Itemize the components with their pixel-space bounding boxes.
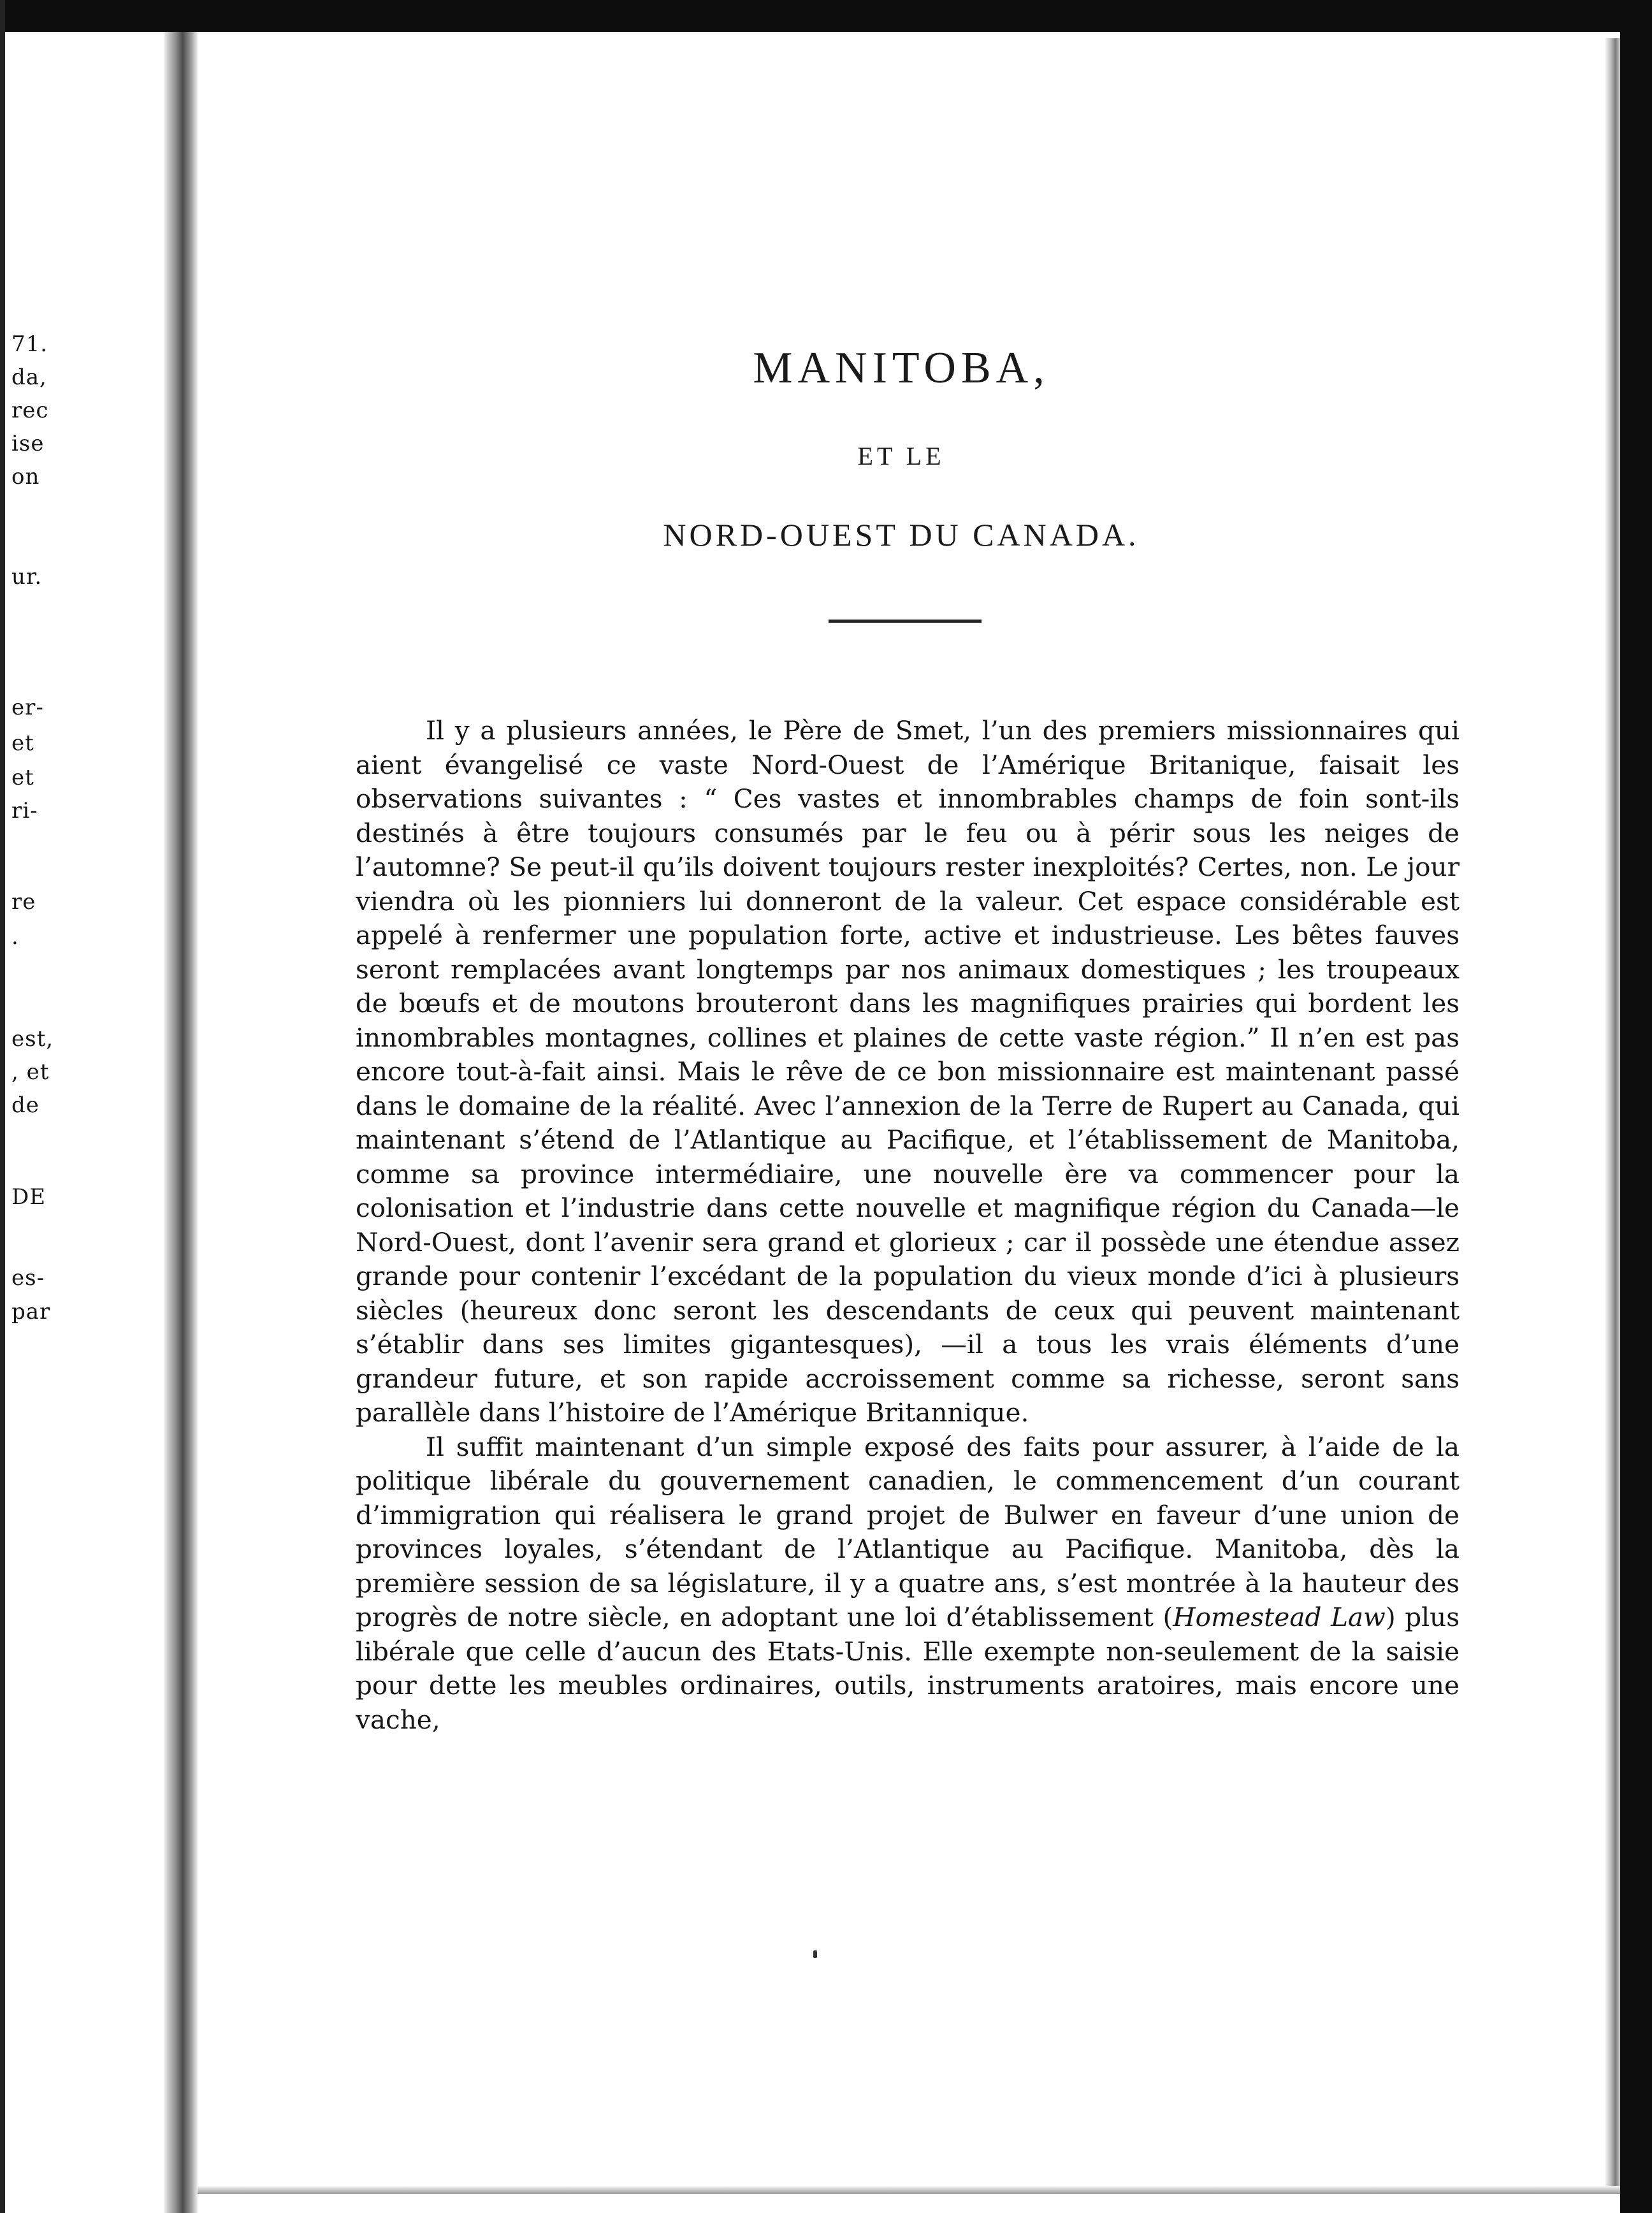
paragraph-text: ) plus libérale que celle d’aucun des Etats-Unis. Elle exempte non-seulement de la saisie pour dette les meubles ordinaires, outils, instruments aratoires, mais encore une vache, — [356, 1602, 1460, 1735]
page-mark — [813, 1950, 817, 1958]
paragraph-emphasis: Homestead Law — [1173, 1602, 1386, 1632]
facing-page-text: est, — [11, 1026, 54, 1052]
facing-page-text: et — [11, 765, 34, 790]
facing-page-text: , et — [11, 1059, 50, 1085]
paragraph — [356, 1430, 1460, 1738]
facing-page-text: es- — [11, 1265, 45, 1291]
page-edge — [198, 2186, 1620, 2194]
facing-page-text: par — [11, 1299, 51, 1324]
scanner-frame-right — [1620, 0, 1652, 2213]
facing-page-text: . — [11, 924, 19, 950]
page-title: MANITOBA, — [753, 344, 1050, 393]
scanner-frame-left — [0, 0, 5, 2213]
title-divider — [829, 620, 982, 623]
facing-page-text: ri- — [11, 798, 38, 824]
scanner-frame-top — [0, 0, 1652, 32]
page-region-heading: NORD-OUEST DU CANADA. — [663, 517, 1140, 553]
page-subtitle: ET LE — [857, 442, 945, 470]
facing-page-text: 71. — [11, 331, 48, 357]
facing-page-text: da, — [11, 365, 47, 390]
book-gutter — [164, 32, 198, 2213]
facing-page-fragment — [5, 32, 164, 2213]
facing-page-text: on — [11, 464, 40, 490]
facing-page-text: ise — [11, 431, 45, 456]
facing-page-text: rec — [11, 398, 49, 423]
paragraph: Il y a plusieurs années, le Père de Smet, l’un des premiers missionnaires qui aient évangelisé ce vaste Nord-Ouest de l’Amérique Britanique, faisait les observations suivantes : “ Ces vastes et innombrables champs de foin sont-ils destinés à être toujours consumés par le feu ou à périr sous les neiges de l’automne? Se peut-il qu’ils doivent toujours rester inexploités? Certes, non. Le jour viendra où les pionniers lui donneront de la valeur. Cet espace considérable est appelé à renfermer une population forte, active et industrieuse. Les bêtes fauves seront remplacées avant longtemps par nos animaux domestiques ; les troupeaux de bœufs et de moutons brouteront dans les magnifiques prairies qui bordent les innombrables montagnes, collines et plaines de cette vaste région.” Il n’en est pas encore tout-à-fait ainsi. Mais le rêve de ce bon missionnaire est maintenant passé dans le domaine de la réalité. Avec l’annexion de la Terre de Rupert au Canada, qui maintenant s’étend de l’Atlantique au Pacifique, et l’établissement de Manitoba, comme sa province intermédiaire, une nouvelle ère va commencer pour la colonisation et l’industrie dans cette nouvelle et magnifique région du Canada—le Nord-Ouest, dont l’avenir sera grand et glorieux ; car il possède une étendue assez grande pour contenir l’excédant de la population du vieux monde d’ici à plusieurs siècles (heureux donc seront les descendants de ceux qui peuvent maintenant s’établir dans ses limites gigantesques), —il a tous les vrais éléments d’une grandeur future, et son rapide accroissement comme sa richesse, seront sans parallèle dans l’histoire de l’Amérique Britannique. — [356, 715, 1460, 1428]
book-page — [198, 38, 1605, 2186]
paragraph-text: Il suffit maintenant d’un simple exposé des faits pour assurer, à l’aide de la politique libérale du gouvernement canadien, le commencement d’un courant d’immigration qui réalisera le grand projet de Bulwer en faveur d’une union de provinces loyales, s’étendant de l’Atlantique au Pacifique. Manitoba, dès la première session de sa législature, il y a quatre ans, s’est montrée à la hauteur des progrès de notre siècle, en adoptant une loi d’établissement ( — [356, 1431, 1460, 1632]
facing-page-text: er- — [11, 695, 44, 720]
facing-page-text: et — [11, 730, 34, 756]
facing-page-text: re — [11, 889, 36, 915]
facing-page-text: de — [11, 1092, 40, 1118]
body-text — [356, 714, 1460, 1737]
facing-page-text: ur. — [11, 564, 43, 590]
page-edge — [1605, 38, 1620, 2186]
facing-page-text: DE — [11, 1184, 47, 1210]
